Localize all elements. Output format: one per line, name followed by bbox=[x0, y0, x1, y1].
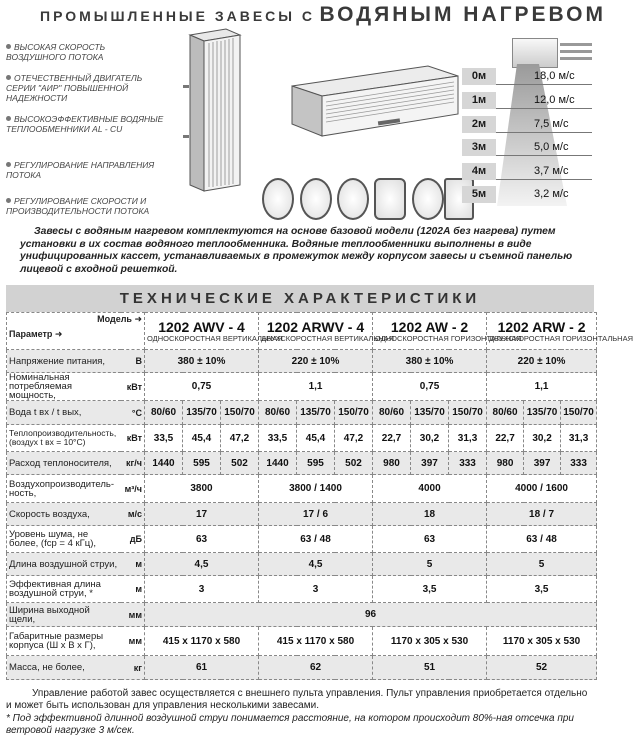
certificate-badge-icon bbox=[412, 178, 444, 220]
table-row: Расход теплоносителя, кг/ч 1440 595 502 1440 595 502 980 397 333 980 397 333 bbox=[7, 452, 597, 475]
table-row: Напряжение питания, В 380 ± 10% 220 ± 10% 380 ± 10% 220 ± 10% bbox=[7, 350, 597, 373]
vertical-curtain-image bbox=[180, 25, 246, 193]
arrow-left-icon bbox=[560, 43, 592, 46]
model-column-header: 1202 ARW - 2 ДВУХСКОРОСТНАЯ ГОРИЗОНТАЛЬНАЯ bbox=[487, 313, 597, 350]
table-row: Габаритные размеры корпуса (Ш x В x Г), мм 415 x 1170 x 580 415 x 1170 x 580 1170 x 305 x 530 1170 x 305 x 530 bbox=[7, 627, 597, 656]
intro-paragraph: Завесы с водяным нагревом комплектуются на основе базовой модели (1202А без нагрева) путем установки в их состав водяного теплообменника. Водяные теплообменники выполнены в виде унифицированных кассет, устанавливаемых в промежуток между корпусом завесы и съемной панелью лицевой с входной решеткой. bbox=[20, 226, 573, 275]
model-column-header: 1202 AWV - 4 ОДНОСКОРОСТНАЯ ВЕРТИКАЛЬНАЯ bbox=[145, 313, 259, 350]
feature-item: ВЫСОКАЯ СКОРОСТЬ ВОЗДУШНОГО ПОТОКА bbox=[6, 42, 106, 62]
table-row: Длина воздушной струи, м 4,5 4,5 5 5 bbox=[7, 553, 597, 576]
certificate-badge-icon bbox=[374, 178, 406, 220]
footnote-control: Управление работой завес осуществляется с внешнего пульта управления. Пульт управления приобретается отдельно и может быть использован для управления несколькими завесами. bbox=[6, 688, 588, 711]
bullet-icon bbox=[6, 44, 11, 49]
table-row: Ширина выходной щели, мм 96 bbox=[7, 603, 597, 627]
title-part-2: ВОДЯНЫМ НАГРЕВОМ bbox=[319, 3, 606, 26]
table-row: Уровень шума, не более, (fср = 4 кГц), дБ 63 63 / 48 63 63 / 48 bbox=[7, 526, 597, 553]
airflow-row: 3м 5,0 м/с bbox=[462, 139, 592, 157]
arrow-left-icon bbox=[560, 57, 592, 60]
certificate-badge-icon bbox=[262, 178, 294, 220]
table-row: Эффективная длина воздушной струи, * м 3 3 3,5 3,5 bbox=[7, 576, 597, 603]
table-row: Скорость воздуха, м/с 17 17 / 6 18 18 / 7 bbox=[7, 503, 597, 526]
feature-item: РЕГУЛИРОВАНИЕ НАПРАВЛЕНИЯ ПОТОКА bbox=[6, 160, 155, 180]
horizontal-curtain-image bbox=[278, 62, 460, 142]
table-row: Масса, не более, кг 61 62 51 52 bbox=[7, 656, 597, 680]
model-header-label: Модель ➜ bbox=[97, 314, 142, 324]
table-row: Вода t вх / t вых, °С 80/60 135/70 150/70 80/60 135/70 150/70 80/60 135/70 150/70 80/60 135/70 150/70 bbox=[7, 401, 597, 425]
airflow-row: 5м 3,2 м/с bbox=[462, 186, 592, 204]
arrow-left-icon bbox=[560, 50, 592, 53]
table-row: Номинальная потребляемая мощность, кВт 0,75 1,1 0,75 1,1 bbox=[7, 373, 597, 401]
airflow-row: 2м 7,5 м/с bbox=[462, 116, 592, 134]
model-column-header: 1202 ARWV - 4 ДВУХСКОРОСТНАЯ ВЕРТИКАЛЬНАЯ bbox=[259, 313, 373, 350]
certificate-badge-icon bbox=[337, 178, 369, 220]
param-header-label: Параметр ➜ bbox=[9, 329, 63, 339]
table-row: Воздухопроизводитель-ность, м³/ч 3800 3800 / 1400 4000 4000 / 1600 bbox=[7, 475, 597, 503]
specs-table bbox=[6, 312, 633, 686]
bullet-icon bbox=[6, 198, 11, 203]
airflow-row: 1м 12,0 м/с bbox=[462, 92, 592, 110]
table-title: ТЕХНИЧЕСКИЕ ХАРАКТЕРИСТИКИ bbox=[6, 285, 594, 312]
page-title bbox=[40, 3, 606, 27]
table-header-row bbox=[7, 313, 597, 350]
certificate-badge-icon bbox=[300, 178, 332, 220]
footnote-effective-length: * Под эффективной длинной воздушной струи понимается расстояние, на котором происходит 80%-ная отсечка при ветровой нагрузке 3 м/сек. bbox=[6, 713, 574, 736]
model-column-header: 1202 AW - 2 ОДНОСКОРОСТНАЯ ГОРИЗОНТАЛЬНАЯ bbox=[373, 313, 487, 350]
airflow-row: 4м 3,7 м/с bbox=[462, 163, 592, 181]
bullet-icon bbox=[6, 162, 11, 167]
title-part-1: ПРОМЫШЛЕННЫЕ ЗАВЕСЫ С bbox=[40, 8, 316, 24]
airflow-row: 0м 18,0 м/с bbox=[462, 68, 592, 86]
feature-item: РЕГУЛИРОВАНИЕ СКОРОСТИ И ПРОИЗВОДИТЕЛЬНОСТИ ПОТОКА bbox=[6, 196, 150, 216]
bullet-icon bbox=[6, 116, 11, 121]
feature-item: ВЫСОКОЭФФЕКТИВНЫЕ ВОДЯНЫЕ ТЕПЛООБМЕННИКИ AL - CU bbox=[6, 114, 164, 134]
feature-item: ОТЕЧЕСТВЕННЫЙ ДВИГАТЕЛЬ СЕРИИ "АИР" ПОВЫШЕННОЙ НАДЕЖНОСТИ bbox=[6, 73, 143, 103]
bullet-icon bbox=[6, 75, 11, 80]
table-row: Теплопроизводительность, (воздух t вх = 10°С) кВт 33,5 45,4 47,2 33,5 45,4 47,2 22,7 30,2 31,3 22,7 30,2 31,3 bbox=[7, 425, 597, 452]
